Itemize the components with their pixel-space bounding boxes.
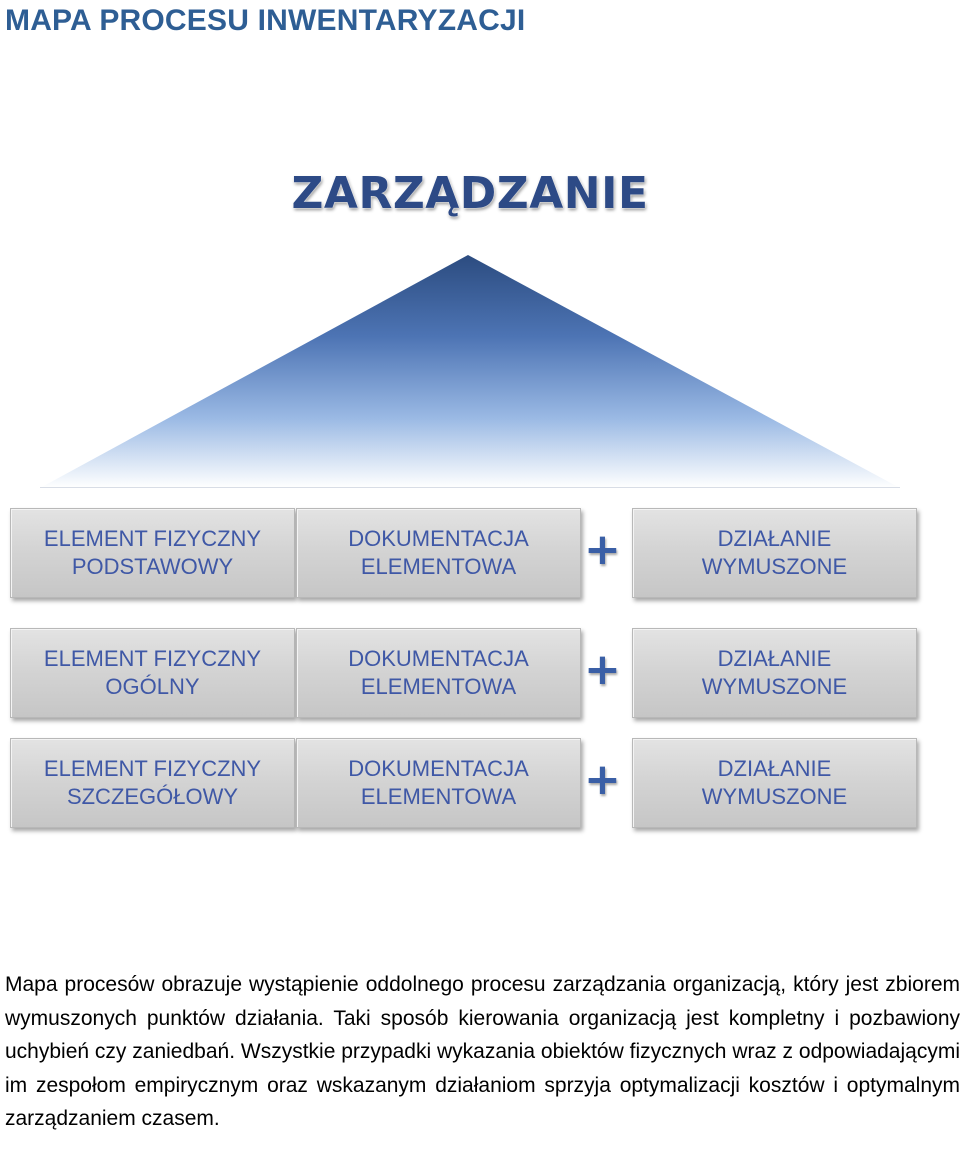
box-element-szczegolowy <box>10 738 295 828</box>
description-paragraph: Mapa procesów obrazuje wystąpienie oddolnego procesu zarządzania organizacją, który jest zbiorem wymuszonych punktów działania. Taki sposób kierowania organizacją jest kompletny i pozbawiony uchybień czy zaniedbań. Wszystkie przypadki wykazania obiektów fizycznych wraz z odpowiadającymi im zespołom empirycznym oraz wskazanym działaniom sprzyja optymalizacji kosztów i optymalnym zarządzaniem czasem. <box>5 973 960 1131</box>
box-label: ELEMENT FIZYCZNY PODSTAWOWY <box>43 526 262 579</box>
box-label: DOKUMENTACJA ELEMENTOWA <box>348 756 529 809</box>
box-documentation-row1 <box>296 508 581 598</box>
diagram-title: ZARZĄDZANIE <box>291 168 649 219</box>
page-heading: MAPA PROCESU INWENTARYZACJI <box>5 4 526 37</box>
box-action-row3 <box>632 738 917 828</box>
management-pyramid <box>40 255 900 488</box>
plus-icon: + <box>584 644 621 695</box>
plus-icon: + <box>584 524 621 575</box>
box-label: DOKUMENTACJA ELEMENTOWA <box>348 646 529 699</box>
box-documentation-row3 <box>296 738 581 828</box>
box-label: DZIAŁANIE WYMUSZONE <box>701 526 848 579</box>
box-label: DZIAŁANIE WYMUSZONE <box>701 756 848 809</box>
box-label: ELEMENT FIZYCZNY SZCZEGÓŁOWY <box>43 756 262 809</box>
box-action-row2 <box>632 628 917 718</box>
plus-icon: + <box>584 754 621 805</box>
box-label: ELEMENT FIZYCZNY OGÓLNY <box>43 646 262 699</box>
box-documentation-row2 <box>296 628 581 718</box>
box-label: DZIAŁANIE WYMUSZONE <box>701 646 848 699</box>
box-element-podstawowy <box>10 508 295 598</box>
box-label: DOKUMENTACJA ELEMENTOWA <box>348 526 529 579</box>
box-action-row1 <box>632 508 917 598</box>
box-element-ogolny <box>10 628 295 718</box>
